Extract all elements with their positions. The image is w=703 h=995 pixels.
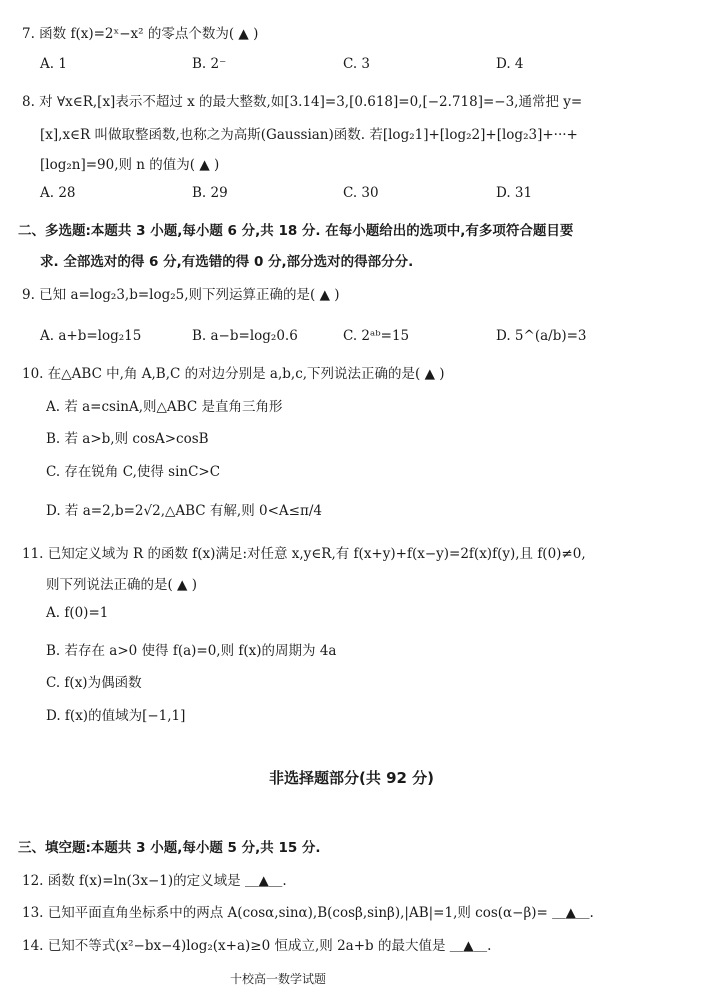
scan-fade-overlay: [330, 966, 450, 988]
q13-text: 13. 已知平面直角坐标系中的两点 A(cosα,sinα),B(cosβ,sinβ),|AB|=1,则 cos(α−β)= ＿▲＿.: [22, 905, 594, 921]
q10-option-b: B. 若 a>b,则 cosA>cosB: [46, 431, 209, 447]
q14-text: 14. 已知不等式(x²−bx−4)log₂(x+a)≥0 恒成立,则 2a+b 的最大值是 ＿▲＿.: [22, 938, 492, 954]
q7-option-a: A. 1: [40, 56, 67, 72]
q7-stem: 7. 函数 f(x)=2ˣ−x² 的零点个数为( ▲ ): [22, 26, 259, 42]
q8-line-1: 8. 对 ∀x∈R,[x]表示不超过 x 的最大整数,如[3.14]=3,[0.618]=0,[−2.718]=−3,通常把 y=: [22, 94, 583, 110]
q9-stem: 9. 已知 a=log₂3,b=log₂5,则下列运算正确的是( ▲ ): [22, 287, 340, 303]
section-3-heading: 三、填空题:本题共 3 小题,每小题 5 分,共 15 分.: [18, 840, 321, 856]
q9-option-a: A. a+b=log₂15: [40, 328, 142, 344]
q10-option-a: A. 若 a=csinA,则△ABC 是直角三角形: [46, 399, 283, 415]
section-2-heading-cont: 求. 全部选对的得 6 分,有选错的得 0 分,部分选对的得部分分.: [40, 254, 414, 270]
q11-option-a: A. f(0)=1: [46, 605, 109, 621]
q7-option-b: B. 2⁻: [192, 56, 227, 72]
q11-line-1: 11. 已知定义域为 R 的函数 f(x)满足:对任意 x,y∈R,有 f(x+y)+f(x−y)=2f(x)f(y),且 f(0)≠0,: [22, 546, 586, 562]
page-footer: 十校高一数学试题: [230, 972, 327, 986]
q10-stem: 10. 在△ABC 中,角 A,B,C 的对边分别是 a,b,c,下列说法正确的是( ▲ ): [22, 366, 445, 382]
q9-option-c: C. 2ᵃᵇ=15: [343, 328, 410, 344]
q11-option-d: D. f(x)的值域为[−1,1]: [46, 708, 186, 724]
q8-line-3: [log₂n]=90,则 n 的值为( ▲ ): [40, 157, 220, 173]
q7-option-c: C. 3: [343, 56, 371, 72]
q8-option-b: B. 29: [192, 185, 228, 201]
q11-line-2: 则下列说法正确的是( ▲ ): [46, 577, 197, 593]
q10-option-d: D. 若 a=2,b=2√2,△ABC 有解,则 0<A≤π/4: [46, 503, 322, 519]
q8-option-d: D. 31: [496, 185, 533, 201]
section-2-heading: 二、多选题:本题共 3 小题,每小题 6 分,共 18 分. 在每小题给出的选项中,有多项符合题目要: [18, 223, 574, 239]
part-2-title: 非选择题部分(共 92 分): [268, 769, 435, 787]
q8-option-c: C. 30: [343, 185, 379, 201]
q7-option-d: D. 4: [496, 56, 524, 72]
q9-option-b: B. a−b=log₂0.6: [192, 328, 298, 344]
q11-option-b: B. 若存在 a>0 使得 f(a)=0,则 f(x)的周期为 4a: [46, 643, 337, 659]
q9-option-d: D. 5^(a/b)=3: [496, 328, 587, 344]
q11-option-c: C. f(x)为偶函数: [46, 675, 142, 691]
q8-option-a: A. 28: [40, 185, 76, 201]
q10-option-c: C. 存在锐角 C,使得 sinC>C: [46, 464, 221, 480]
q12-text: 12. 函数 f(x)=ln(3x−1)的定义域是 ＿▲＿.: [22, 873, 287, 889]
q8-line-2: [x],x∈R 叫做取整函数,也称之为高斯(Gaussian)函数. 若[log₂1]+[log₂2]+[log₂3]+···+: [40, 127, 578, 143]
